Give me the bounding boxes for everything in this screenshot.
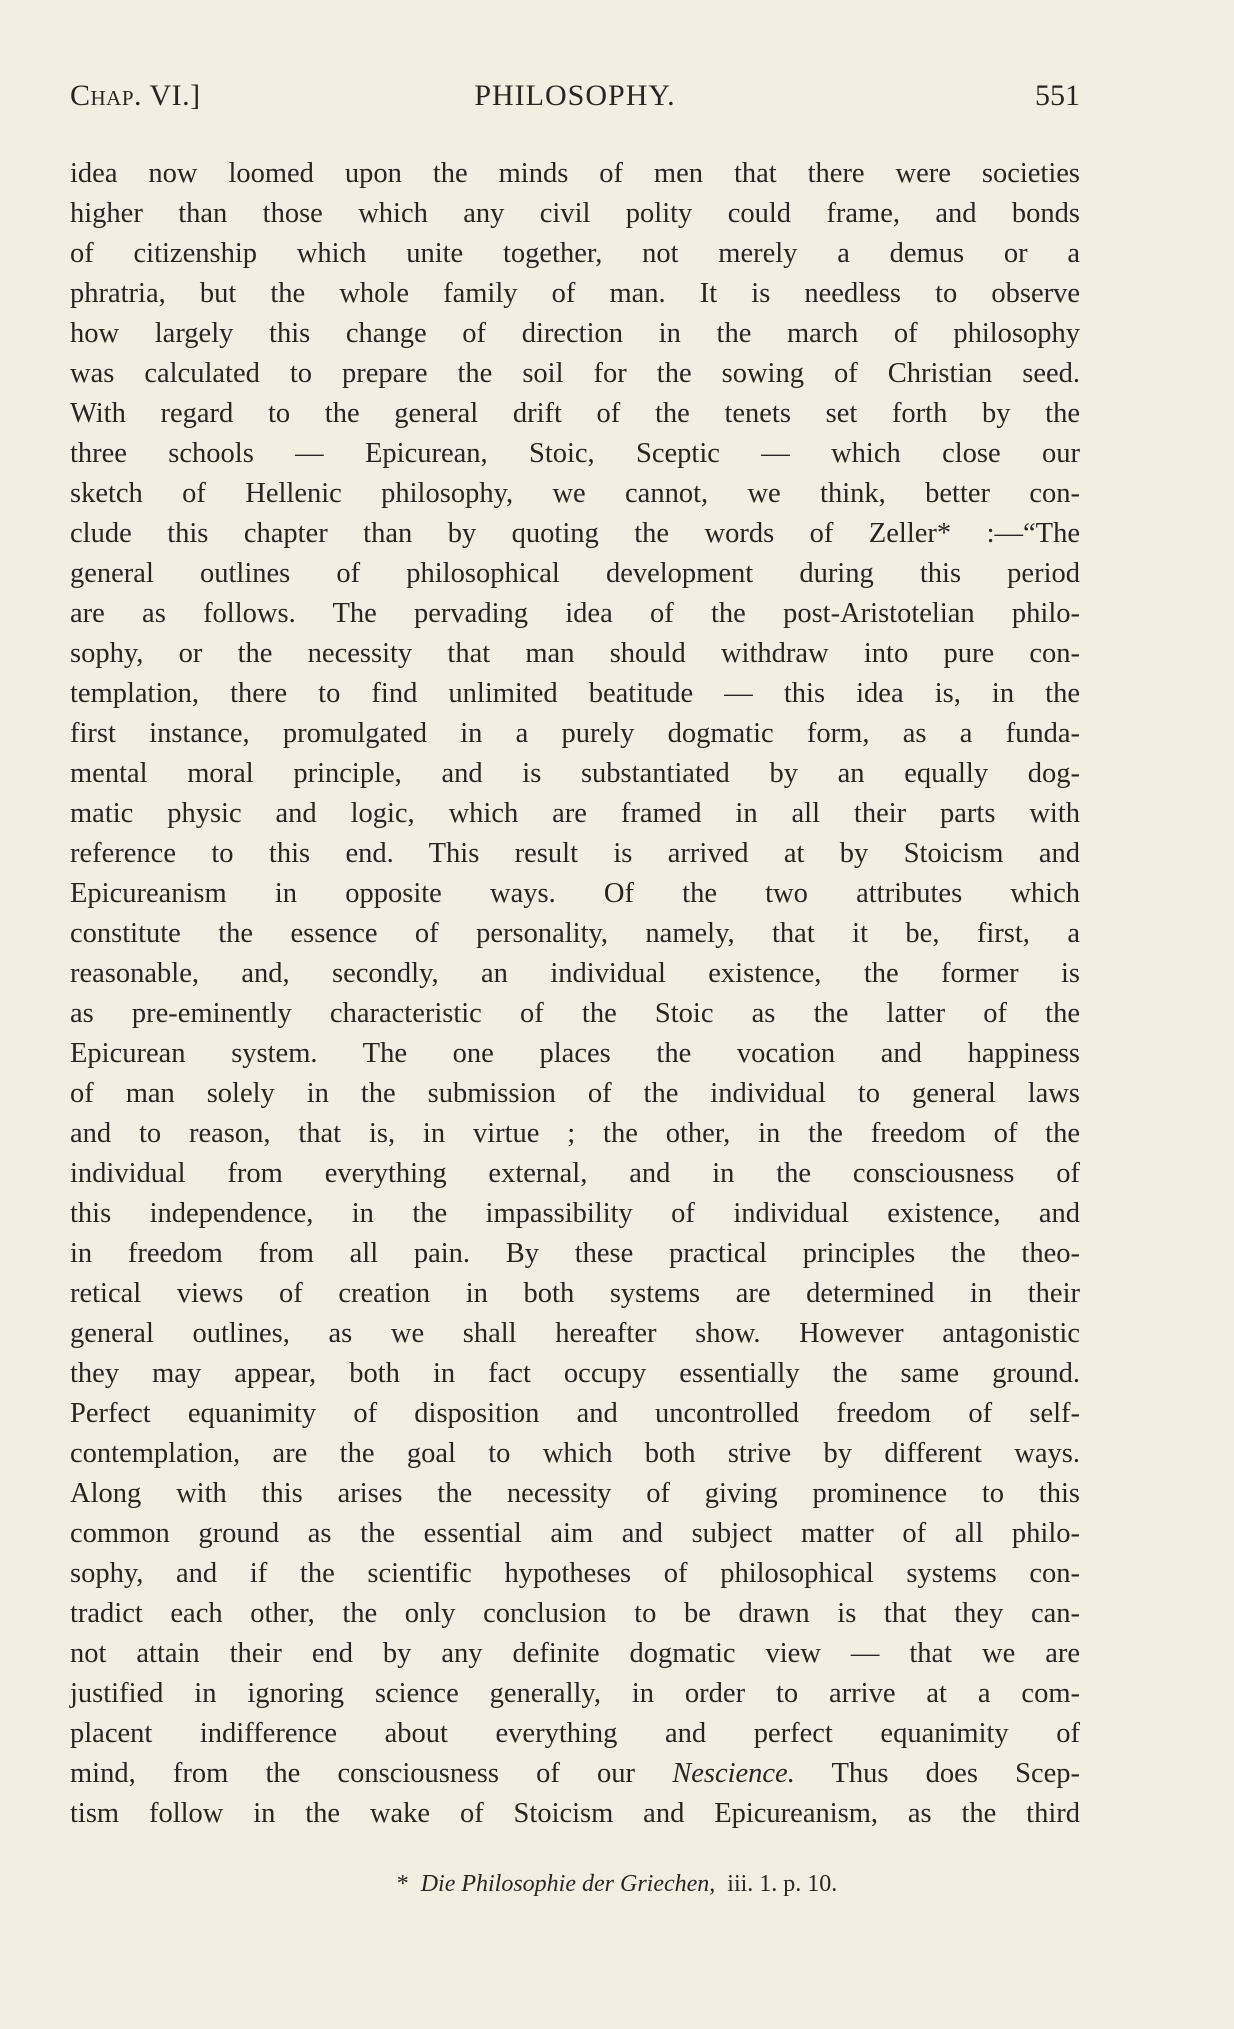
text-line: sketch of Hellenic philosophy, we cannot, we think, better con- [70,478,1080,509]
text-line: Epicurean system. The one places the vocation and happiness [70,1038,1080,1069]
text-line: not attain their end by any definite dogmatic view — that we are [70,1638,1080,1669]
text-line: first instance, promulgated in a purely dogmatic form, as a funda- [70,718,1080,749]
footnote [0,1866,1234,1902]
footnote-reference: iii. 1. p. 10. [727,1871,838,1897]
text-line: tism follow in the wake of Stoicism and Epicureanism, as the third [70,1798,1080,1829]
page-title: PHILOSOPHY. [474,79,676,112]
text-line: general outlines of philosophical development during this period [70,558,1080,589]
text-line: three schools — Epicurean, Stoic, Sceptic — which close our [70,438,1080,469]
text-line: templation, there to find unlimited beatitude — this idea is, in the [70,678,1080,709]
text-line: Epicureanism in opposite ways. Of the two attributes which [70,878,1080,909]
chapter-heading: Chap. VI.] [70,79,201,112]
text-line: and to reason, that is, in virtue ; the other, in the freedom of the [70,1118,1080,1149]
text-line: Along with this arises the necessity of giving prominence to this [70,1478,1080,1509]
text-line: reasonable, and, secondly, an individual existence, the former is [70,958,1080,989]
text-line: constitute the essence of personality, namely, that it be, first, a [70,918,1080,949]
body-text [70,154,1080,1834]
text-line: higher than those which any civil polity could frame, and bonds [70,198,1080,229]
text-line: was calculated to prepare the soil for the sowing of Christian seed. [70,358,1080,389]
text-line: contemplation, are the goal to which both strive by different ways. [70,1438,1080,1469]
text-line: phratria, but the whole family of man. It is needless to observe [70,278,1080,309]
text-line: they may appear, both in fact occupy essentially the same ground. [70,1358,1080,1389]
text-line: general outlines, as we shall hereafter show. However antagonistic [70,1318,1080,1349]
text-line: reference to this end. This result is arrived at by Stoicism and [70,838,1080,869]
text-line: Perfect equanimity of disposition and uncontrolled freedom of self- [70,1398,1080,1429]
text-line: With regard to the general drift of the tenets set forth by the [70,398,1080,429]
text-line: retical views of creation in both systems are determined in their [70,1278,1080,1309]
footnote-title: Die Philosophie der Griechen, [420,1871,716,1897]
text-line: are as follows. The pervading idea of the post-Aristotelian philo- [70,598,1080,629]
text-line: common ground as the essential aim and subject matter of all philo- [70,1518,1080,1549]
running-head [70,76,1080,116]
text-line: clude this chapter than by quoting the words of Zeller* :—“The [70,518,1080,549]
text-line: sophy, and if the scientific hypotheses of philosophical systems con- [70,1558,1080,1589]
text-line: matic physic and logic, which are framed in all their parts with [70,798,1080,829]
text-line: this independence, in the impassibility of individual existence, and [70,1198,1080,1229]
text-line: idea now loomed upon the minds of men that there were societies [70,158,1080,189]
line-text-after: Thus does Scep- [794,1758,1080,1789]
text-line: as pre-eminently characteristic of the Stoic as the latter of the [70,998,1080,1029]
footnote-marker: * [396,1871,409,1897]
text-line: tradict each other, the only conclusion to be drawn is that they can- [70,1598,1080,1629]
text-line: of man solely in the submission of the individual to general laws [70,1078,1080,1109]
italic-term-nescience: Nescience. [672,1758,795,1789]
text-line: mental moral principle, and is substantiated by an equally dog- [70,758,1080,789]
text-line: in freedom from all pain. By these practical principles the theo- [70,1238,1080,1269]
page-number: 551 [1035,79,1080,112]
text-line-with-italic [70,1754,1080,1794]
text-line: of citizenship which unite together, not merely a demus or a [70,238,1080,269]
text-line: justified in ignoring science generally, in order to arrive at a com- [70,1678,1080,1709]
text-line: individual from everything external, and in the consciousness of [70,1158,1080,1189]
line-text-before: mind, from the consciousness of our [70,1758,673,1789]
text-line: sophy, or the necessity that man should withdraw into pure con- [70,638,1080,669]
text-line: placent indifference about everything and perfect equanimity of [70,1718,1080,1749]
text-line: how largely this change of direction in the march of philosophy [70,318,1080,349]
